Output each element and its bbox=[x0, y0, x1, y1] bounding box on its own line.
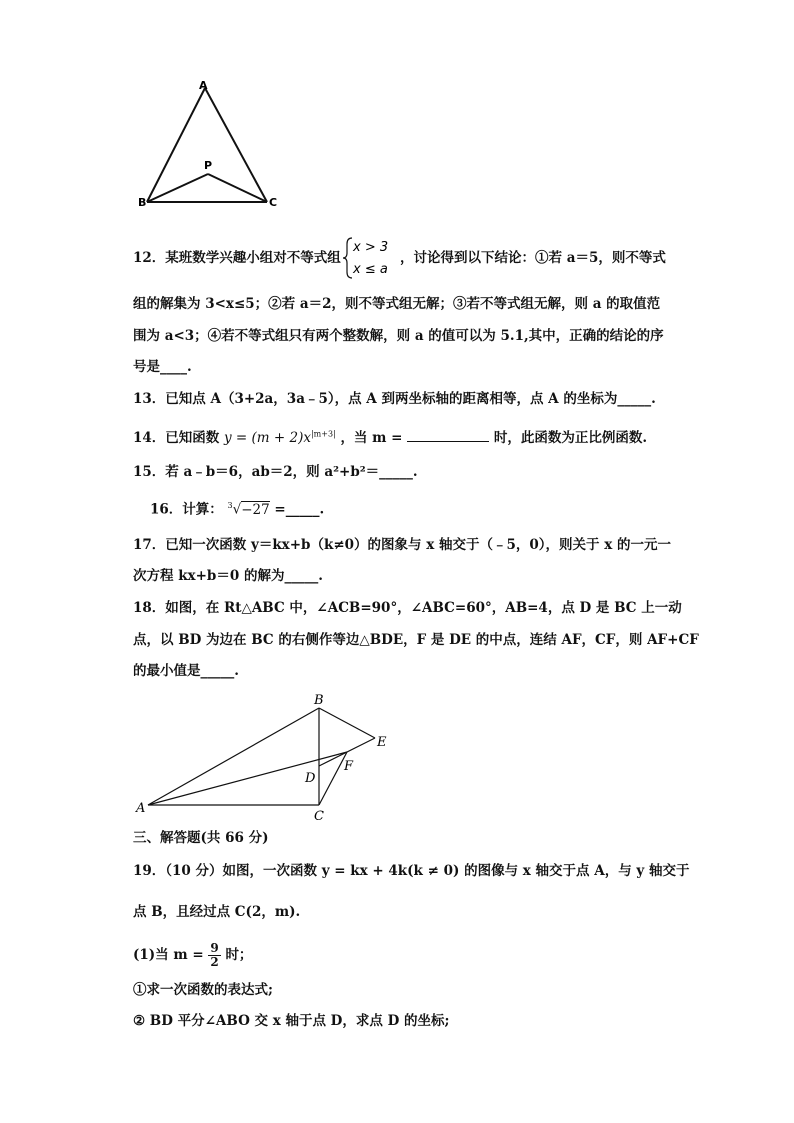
q18-line2: 点，以 BD 为边在 BC 的右侧作等边△BDE，F 是 DE 的中点，连结 AF，CF，则 AF+CF bbox=[133, 632, 699, 648]
q16-line bbox=[150, 502, 324, 517]
segment-bp bbox=[147, 174, 208, 202]
q19-line1: 19．（10 分）如图，一次函数 y = kx + 4k(k ≠ 0) 的图像与 x 轴交于点 A，与 y 轴交于 bbox=[133, 863, 690, 879]
q14-prefix: 14．已知函数 bbox=[133, 430, 220, 446]
label-a: A bbox=[199, 79, 208, 92]
q12-line2: 组的解集为 3<x≤5；②若 a＝2，则不等式组无解；③若不等式组无解，则 a 的取值范 bbox=[133, 296, 661, 312]
label-a: A bbox=[136, 801, 146, 816]
q19-part1 bbox=[133, 942, 252, 969]
q16-suffix: =_____. bbox=[274, 501, 325, 518]
segment-ab bbox=[147, 88, 205, 202]
segment-ab bbox=[148, 708, 319, 805]
q15-line: 15．若 a﹣b＝6，ab＝2，则 a²+b²＝_____. bbox=[133, 464, 418, 480]
inequality-1: x > 3 bbox=[353, 240, 389, 255]
q14-mid: ，当 m = bbox=[340, 430, 403, 446]
q16-root-index: 3 bbox=[227, 501, 233, 510]
segment-pc bbox=[208, 174, 267, 202]
q19-sub1: ①求一次函数的表达式; bbox=[133, 982, 273, 998]
q18-line3: 的最小值是_____. bbox=[133, 663, 239, 679]
q13-line: 13．已知点 A（3+2a，3a﹣5），点 A 到两坐标轴的距离相等，点 A 的坐标为_____. bbox=[133, 391, 656, 407]
label-c: C bbox=[314, 809, 324, 824]
q12-line3: 围为 a<3；④若不等式组只有两个整数解，则 a 的值可以为 5.1,其中，正确的结论的序 bbox=[133, 328, 664, 344]
q14-exponent: |m+3| bbox=[310, 429, 336, 439]
q14-answer-blank[interactable] bbox=[407, 429, 489, 442]
q14-suffix: 时，此函数为正比例函数. bbox=[493, 430, 648, 446]
q19-sub2: ② BD 平分∠ABO 交 x 轴于点 D，求点 D 的坐标; bbox=[133, 1013, 450, 1029]
right-triangle-figure bbox=[130, 690, 400, 825]
segment-ac bbox=[205, 88, 267, 202]
label-e: E bbox=[377, 735, 387, 750]
segment-be bbox=[319, 708, 375, 738]
q12-line1-prefix: 12．某班数学兴趣小组对不等式组 bbox=[133, 250, 341, 266]
q17-line1: 17．已知一次函数 y＝kx+b（k≠0）的图象与 x 轴交于（﹣5，0），则关于 x 的一元一 bbox=[133, 537, 671, 553]
inequality-system bbox=[343, 236, 403, 280]
q19-part1-suffix: 时； bbox=[225, 947, 253, 963]
label-f: F bbox=[344, 759, 354, 774]
left-brace bbox=[343, 238, 352, 278]
label-b: B bbox=[138, 196, 147, 209]
label-b: B bbox=[314, 693, 324, 708]
fraction-numerator: 9 bbox=[210, 941, 219, 955]
q14-line bbox=[133, 429, 647, 446]
fraction-nine-halves bbox=[208, 942, 220, 969]
triangle-figure bbox=[135, 75, 285, 215]
label-c: C bbox=[269, 196, 278, 209]
inequality-2: x ≤ a bbox=[353, 262, 388, 277]
q18-line1: 18．如图，在 Rt△ABC 中，∠ACB=90°，∠ABC=60°，AB=4，点 D 是 BC 上一动 bbox=[133, 600, 682, 616]
section-heading: 三、解答题(共 66 分) bbox=[133, 830, 269, 846]
q14-formula: y = (m + 2)x bbox=[224, 430, 311, 446]
q19-line2: 点 B，且经过点 C(2，m). bbox=[133, 904, 301, 920]
q17-line2: 次方程 kx+b＝0 的解为_____. bbox=[133, 568, 323, 584]
segment-cf bbox=[319, 752, 347, 805]
radical-sign-icon: √ bbox=[232, 501, 242, 518]
q12-line4: 号是____. bbox=[133, 359, 192, 375]
q16-prefix: 16．计算： bbox=[150, 501, 223, 518]
label-d: D bbox=[305, 771, 316, 786]
fraction-denominator: 2 bbox=[210, 955, 219, 969]
label-p: P bbox=[204, 159, 213, 172]
q12-line1-suffix: ，讨论得到以下结论：①若 a＝5，则不等式 bbox=[400, 250, 666, 266]
q16-radicand: −27 bbox=[241, 501, 270, 518]
segment-af bbox=[148, 752, 347, 805]
q19-part1-prefix: (1)当 m = bbox=[133, 947, 204, 963]
